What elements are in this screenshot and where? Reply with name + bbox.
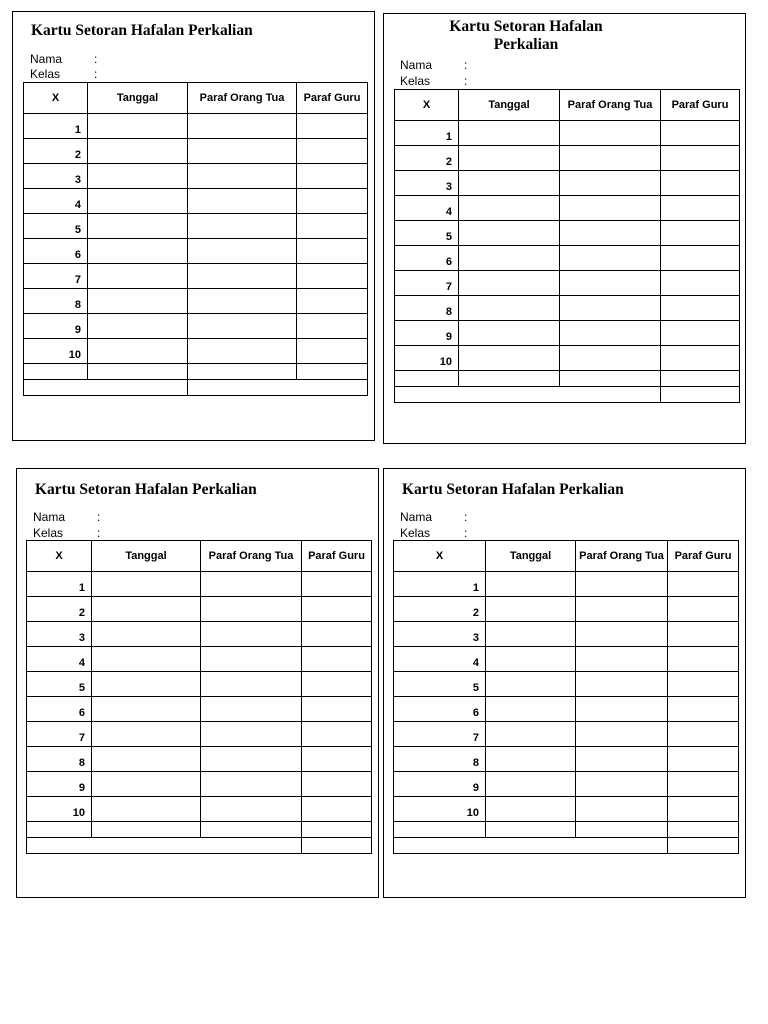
tanggal-cell[interactable] bbox=[92, 647, 201, 672]
row-number: 1 bbox=[394, 572, 486, 597]
row-number: 8 bbox=[394, 747, 486, 772]
tanggal-cell[interactable] bbox=[486, 772, 576, 797]
row-number: 9 bbox=[27, 772, 92, 797]
table-row bbox=[24, 214, 368, 239]
paraf-guru-cell[interactable] bbox=[668, 797, 739, 822]
paraf-orang-tua-cell[interactable] bbox=[576, 697, 668, 722]
paraf-orang-tua-cell[interactable] bbox=[201, 797, 302, 822]
table-row bbox=[27, 797, 372, 822]
tanggal-cell[interactable] bbox=[88, 139, 188, 164]
extra-cell[interactable] bbox=[560, 371, 661, 387]
row-number: 4 bbox=[394, 647, 486, 672]
extra-cell[interactable] bbox=[459, 371, 560, 387]
extra-cell[interactable] bbox=[668, 822, 739, 838]
header-row bbox=[24, 83, 368, 114]
tanggal-cell[interactable] bbox=[459, 296, 560, 321]
extra-row bbox=[24, 364, 368, 380]
tanggal-cell[interactable] bbox=[459, 346, 560, 371]
paraf-orang-tua-cell[interactable] bbox=[201, 572, 302, 597]
tanggal-cell[interactable] bbox=[486, 622, 576, 647]
table-row bbox=[395, 246, 740, 271]
row-number: 2 bbox=[394, 597, 486, 622]
row-number: 1 bbox=[24, 114, 88, 139]
paraf-orang-tua-cell[interactable] bbox=[188, 314, 297, 339]
extra-cell[interactable] bbox=[661, 387, 740, 403]
extra-cell[interactable] bbox=[188, 364, 297, 380]
tanggal-cell[interactable] bbox=[486, 597, 576, 622]
col-header-paraf-orang-tua: Paraf Orang Tua bbox=[201, 541, 302, 572]
kelas-colon: : bbox=[94, 67, 98, 81]
paraf-orang-tua-cell[interactable] bbox=[576, 672, 668, 697]
extra-cell[interactable] bbox=[188, 380, 368, 396]
paraf-guru-cell[interactable] bbox=[661, 196, 740, 221]
tanggal-cell[interactable] bbox=[88, 264, 188, 289]
paraf-guru-cell[interactable] bbox=[302, 672, 372, 697]
paraf-orang-tua-cell[interactable] bbox=[201, 622, 302, 647]
paraf-guru-cell[interactable] bbox=[302, 697, 372, 722]
paraf-guru-cell[interactable] bbox=[297, 139, 368, 164]
table-row bbox=[27, 697, 372, 722]
row-number: 8 bbox=[27, 747, 92, 772]
paraf-orang-tua-cell[interactable] bbox=[576, 622, 668, 647]
paraf-guru-cell[interactable] bbox=[668, 697, 739, 722]
paraf-guru-cell[interactable] bbox=[668, 672, 739, 697]
table-row bbox=[394, 772, 739, 797]
table-row bbox=[27, 722, 372, 747]
table-row bbox=[27, 772, 372, 797]
paraf-guru-cell[interactable] bbox=[302, 722, 372, 747]
row-number: 5 bbox=[27, 672, 92, 697]
table-row bbox=[395, 121, 740, 146]
extra-cell[interactable] bbox=[302, 822, 372, 838]
row-number: 3 bbox=[27, 622, 92, 647]
paraf-guru-cell[interactable] bbox=[297, 189, 368, 214]
paraf-orang-tua-cell[interactable] bbox=[201, 647, 302, 672]
header-row bbox=[395, 90, 740, 121]
col-header-paraf-orang-tua: Paraf Orang Tua bbox=[560, 90, 661, 121]
table-row bbox=[27, 572, 372, 597]
kelas-label: Kelas bbox=[33, 526, 64, 540]
tanggal-cell[interactable] bbox=[92, 797, 201, 822]
col-header-paraf-orang-tua: Paraf Orang Tua bbox=[188, 83, 297, 114]
extra-row bbox=[395, 371, 740, 387]
nama-colon: : bbox=[464, 510, 468, 524]
paraf-orang-tua-cell[interactable] bbox=[188, 339, 297, 364]
paraf-orang-tua-cell[interactable] bbox=[201, 672, 302, 697]
row-number: 4 bbox=[395, 196, 459, 221]
extra-cell[interactable] bbox=[297, 364, 368, 380]
tanggal-cell[interactable] bbox=[486, 647, 576, 672]
row-number: 5 bbox=[24, 214, 88, 239]
extra-cell[interactable] bbox=[27, 822, 92, 838]
tanggal-cell[interactable] bbox=[88, 189, 188, 214]
paraf-guru-cell[interactable] bbox=[668, 722, 739, 747]
extra-row bbox=[24, 380, 368, 396]
paraf-guru-cell[interactable] bbox=[661, 246, 740, 271]
paraf-guru-cell[interactable] bbox=[302, 747, 372, 772]
paraf-orang-tua-cell[interactable] bbox=[576, 747, 668, 772]
paraf-guru-cell[interactable] bbox=[661, 146, 740, 171]
table-row bbox=[394, 647, 739, 672]
col-header-x: X bbox=[24, 83, 88, 114]
tanggal-cell[interactable] bbox=[459, 221, 560, 246]
row-number: 5 bbox=[395, 221, 459, 246]
kelas-field bbox=[400, 526, 468, 540]
row-number: 4 bbox=[27, 647, 92, 672]
col-header-paraf-orang-tua: Paraf Orang Tua bbox=[576, 541, 668, 572]
paraf-orang-tua-cell[interactable] bbox=[188, 164, 297, 189]
nama-field bbox=[400, 510, 468, 524]
kelas-colon: : bbox=[464, 74, 468, 88]
tanggal-cell[interactable] bbox=[88, 214, 188, 239]
paraf-guru-cell[interactable] bbox=[302, 647, 372, 672]
tanggal-cell[interactable] bbox=[92, 622, 201, 647]
extra-row bbox=[394, 838, 739, 854]
tanggal-cell[interactable] bbox=[459, 321, 560, 346]
table-row bbox=[394, 597, 739, 622]
tanggal-cell[interactable] bbox=[92, 697, 201, 722]
table-row bbox=[395, 346, 740, 371]
table-row bbox=[394, 672, 739, 697]
table-row bbox=[394, 697, 739, 722]
paraf-orang-tua-cell[interactable] bbox=[576, 572, 668, 597]
tanggal-cell[interactable] bbox=[92, 772, 201, 797]
nama-colon: : bbox=[94, 52, 98, 66]
col-header-tanggal: Tanggal bbox=[88, 83, 188, 114]
extra-cell[interactable] bbox=[88, 364, 188, 380]
paraf-guru-cell[interactable] bbox=[661, 296, 740, 321]
paraf-guru-cell[interactable] bbox=[302, 622, 372, 647]
paraf-guru-cell[interactable] bbox=[668, 747, 739, 772]
tanggal-cell[interactable] bbox=[486, 697, 576, 722]
col-header-paraf-guru: Paraf Guru bbox=[668, 541, 739, 572]
paraf-orang-tua-cell[interactable] bbox=[560, 346, 661, 371]
table-row bbox=[27, 747, 372, 772]
tanggal-cell[interactable] bbox=[92, 747, 201, 772]
table-row bbox=[24, 139, 368, 164]
row-number: 3 bbox=[24, 164, 88, 189]
col-header-x: X bbox=[394, 541, 486, 572]
extra-row bbox=[27, 822, 372, 838]
row-number: 2 bbox=[395, 146, 459, 171]
paraf-orang-tua-cell[interactable] bbox=[576, 797, 668, 822]
paraf-guru-cell[interactable] bbox=[297, 239, 368, 264]
paraf-orang-tua-cell[interactable] bbox=[201, 722, 302, 747]
paraf-orang-tua-cell[interactable] bbox=[560, 246, 661, 271]
row-number: 4 bbox=[24, 189, 88, 214]
kelas-field bbox=[30, 67, 98, 81]
table-row bbox=[27, 647, 372, 672]
table-row bbox=[395, 146, 740, 171]
paraf-orang-tua-cell[interactable] bbox=[201, 597, 302, 622]
row-number: 7 bbox=[394, 722, 486, 747]
col-header-x: X bbox=[395, 90, 459, 121]
card-title: Kartu Setoran Hafalan Perkalian bbox=[402, 481, 624, 498]
card-title: Kartu Setoran Hafalan Perkalian bbox=[31, 22, 253, 39]
paraf-orang-tua-cell[interactable] bbox=[201, 772, 302, 797]
row-number: 8 bbox=[395, 296, 459, 321]
table-row bbox=[27, 597, 372, 622]
hafalan-table bbox=[393, 540, 739, 854]
paraf-orang-tua-cell[interactable] bbox=[188, 264, 297, 289]
row-number: 10 bbox=[395, 346, 459, 371]
tanggal-cell[interactable] bbox=[459, 196, 560, 221]
nama-colon: : bbox=[464, 58, 468, 72]
tanggal-cell[interactable] bbox=[88, 314, 188, 339]
row-number: 6 bbox=[395, 246, 459, 271]
paraf-orang-tua-cell[interactable] bbox=[560, 271, 661, 296]
row-number: 10 bbox=[394, 797, 486, 822]
tanggal-cell[interactable] bbox=[88, 164, 188, 189]
extra-row bbox=[27, 838, 372, 854]
col-header-tanggal: Tanggal bbox=[92, 541, 201, 572]
paraf-orang-tua-cell[interactable] bbox=[188, 239, 297, 264]
tanggal-cell[interactable] bbox=[92, 672, 201, 697]
card-3 bbox=[16, 468, 379, 898]
extra-cell[interactable] bbox=[201, 822, 302, 838]
paraf-orang-tua-cell[interactable] bbox=[576, 647, 668, 672]
col-header-tanggal: Tanggal bbox=[486, 541, 576, 572]
table-row bbox=[24, 189, 368, 214]
kelas-colon: : bbox=[464, 526, 468, 540]
extra-cell[interactable] bbox=[668, 838, 739, 854]
table-row bbox=[24, 114, 368, 139]
paraf-guru-cell[interactable] bbox=[661, 271, 740, 296]
card-4 bbox=[383, 468, 746, 898]
extra-cell[interactable] bbox=[661, 371, 740, 387]
paraf-guru-cell[interactable] bbox=[297, 289, 368, 314]
row-number: 6 bbox=[27, 697, 92, 722]
tanggal-cell[interactable] bbox=[486, 797, 576, 822]
table-row bbox=[24, 239, 368, 264]
table-row bbox=[394, 722, 739, 747]
paraf-orang-tua-cell[interactable] bbox=[188, 114, 297, 139]
table-row bbox=[24, 314, 368, 339]
col-header-x: X bbox=[27, 541, 92, 572]
row-number: 9 bbox=[395, 321, 459, 346]
paraf-orang-tua-cell[interactable] bbox=[560, 221, 661, 246]
paraf-guru-cell[interactable] bbox=[302, 772, 372, 797]
extra-merged-cell[interactable] bbox=[395, 387, 661, 403]
header-row bbox=[27, 541, 372, 572]
tanggal-cell[interactable] bbox=[486, 747, 576, 772]
extra-row bbox=[394, 822, 739, 838]
nama-field bbox=[400, 58, 468, 72]
paraf-orang-tua-cell[interactable] bbox=[560, 146, 661, 171]
card-title-line1: Kartu Setoran Hafalan bbox=[449, 18, 603, 35]
table-row bbox=[394, 797, 739, 822]
hafalan-table bbox=[23, 82, 368, 396]
extra-cell[interactable] bbox=[302, 838, 372, 854]
row-number: 6 bbox=[394, 697, 486, 722]
paraf-guru-cell[interactable] bbox=[297, 214, 368, 239]
tanggal-cell[interactable] bbox=[486, 572, 576, 597]
row-number: 1 bbox=[395, 121, 459, 146]
paraf-guru-cell[interactable] bbox=[668, 772, 739, 797]
tanggal-cell[interactable] bbox=[459, 246, 560, 271]
paraf-guru-cell[interactable] bbox=[668, 622, 739, 647]
paraf-orang-tua-cell[interactable] bbox=[188, 189, 297, 214]
paraf-orang-tua-cell[interactable] bbox=[576, 772, 668, 797]
row-number: 10 bbox=[24, 339, 88, 364]
row-number: 8 bbox=[24, 289, 88, 314]
col-header-paraf-guru: Paraf Guru bbox=[661, 90, 740, 121]
tanggal-cell[interactable] bbox=[486, 722, 576, 747]
row-number: 6 bbox=[24, 239, 88, 264]
extra-cell[interactable] bbox=[92, 822, 201, 838]
paraf-guru-cell[interactable] bbox=[668, 597, 739, 622]
row-number: 9 bbox=[24, 314, 88, 339]
row-number: 3 bbox=[395, 171, 459, 196]
tanggal-cell[interactable] bbox=[459, 121, 560, 146]
table-row bbox=[395, 221, 740, 246]
paraf-guru-cell[interactable] bbox=[297, 264, 368, 289]
table-row bbox=[395, 296, 740, 321]
card-title: Kartu Setoran Hafalan Perkalian bbox=[35, 481, 257, 498]
paraf-orang-tua-cell[interactable] bbox=[560, 171, 661, 196]
row-number: 7 bbox=[27, 722, 92, 747]
table-row bbox=[395, 171, 740, 196]
col-header-paraf-guru: Paraf Guru bbox=[302, 541, 372, 572]
nama-field bbox=[30, 52, 98, 66]
paraf-guru-cell[interactable] bbox=[302, 572, 372, 597]
row-number: 2 bbox=[27, 597, 92, 622]
tanggal-cell[interactable] bbox=[88, 114, 188, 139]
paraf-guru-cell[interactable] bbox=[297, 114, 368, 139]
tanggal-cell[interactable] bbox=[459, 171, 560, 196]
tanggal-cell[interactable] bbox=[88, 289, 188, 314]
col-header-tanggal: Tanggal bbox=[459, 90, 560, 121]
tanggal-cell[interactable] bbox=[88, 339, 188, 364]
extra-merged-cell[interactable] bbox=[24, 380, 188, 396]
extra-cell[interactable] bbox=[394, 822, 486, 838]
paraf-orang-tua-cell[interactable] bbox=[560, 321, 661, 346]
nama-field bbox=[33, 510, 101, 524]
row-number: 1 bbox=[27, 572, 92, 597]
paraf-orang-tua-cell[interactable] bbox=[188, 139, 297, 164]
tanggal-cell[interactable] bbox=[92, 722, 201, 747]
tanggal-cell[interactable] bbox=[459, 146, 560, 171]
paraf-guru-cell[interactable] bbox=[661, 321, 740, 346]
header-row bbox=[394, 541, 739, 572]
hafalan-table bbox=[394, 89, 740, 403]
tanggal-cell[interactable] bbox=[92, 572, 201, 597]
table-row bbox=[24, 289, 368, 314]
table-row bbox=[394, 622, 739, 647]
paraf-orang-tua-cell[interactable] bbox=[201, 747, 302, 772]
paraf-orang-tua-cell[interactable] bbox=[576, 597, 668, 622]
extra-cell[interactable] bbox=[576, 822, 668, 838]
table-row bbox=[24, 164, 368, 189]
card-title bbox=[384, 18, 668, 54]
nama-label: Nama bbox=[30, 52, 63, 66]
row-number: 5 bbox=[394, 672, 486, 697]
extra-row bbox=[395, 387, 740, 403]
table-row bbox=[394, 572, 739, 597]
tanggal-cell[interactable] bbox=[459, 271, 560, 296]
table-row bbox=[395, 271, 740, 296]
row-number: 2 bbox=[24, 139, 88, 164]
kelas-label: Kelas bbox=[30, 67, 61, 81]
paraf-guru-cell[interactable] bbox=[297, 314, 368, 339]
paraf-guru-cell[interactable] bbox=[661, 121, 740, 146]
row-number: 3 bbox=[394, 622, 486, 647]
kelas-colon: : bbox=[97, 526, 101, 540]
table-row bbox=[24, 264, 368, 289]
paraf-guru-cell[interactable] bbox=[661, 346, 740, 371]
paraf-orang-tua-cell[interactable] bbox=[188, 289, 297, 314]
extra-cell[interactable] bbox=[24, 364, 88, 380]
table-row bbox=[27, 672, 372, 697]
extra-merged-cell[interactable] bbox=[394, 838, 668, 854]
table-row bbox=[27, 622, 372, 647]
paraf-guru-cell[interactable] bbox=[302, 797, 372, 822]
paraf-orang-tua-cell[interactable] bbox=[188, 214, 297, 239]
paraf-guru-cell[interactable] bbox=[661, 171, 740, 196]
row-number: 9 bbox=[394, 772, 486, 797]
nama-label: Nama bbox=[33, 510, 66, 524]
paraf-guru-cell[interactable] bbox=[297, 339, 368, 364]
paraf-orang-tua-cell[interactable] bbox=[560, 121, 661, 146]
tanggal-cell[interactable] bbox=[486, 672, 576, 697]
nama-colon: : bbox=[97, 510, 101, 524]
extra-cell[interactable] bbox=[395, 371, 459, 387]
paraf-guru-cell[interactable] bbox=[661, 221, 740, 246]
kelas-field bbox=[400, 74, 468, 88]
tanggal-cell[interactable] bbox=[88, 239, 188, 264]
col-header-paraf-guru: Paraf Guru bbox=[297, 83, 368, 114]
paraf-guru-cell[interactable] bbox=[302, 597, 372, 622]
card-2 bbox=[383, 13, 746, 444]
nama-label: Nama bbox=[400, 58, 433, 72]
paraf-guru-cell[interactable] bbox=[668, 572, 739, 597]
paraf-orang-tua-cell[interactable] bbox=[560, 296, 661, 321]
card-title-line2: Perkalian bbox=[493, 36, 559, 53]
nama-label: Nama bbox=[400, 510, 433, 524]
table-row bbox=[24, 339, 368, 364]
paraf-orang-tua-cell[interactable] bbox=[560, 196, 661, 221]
table-row bbox=[395, 196, 740, 221]
kelas-label: Kelas bbox=[400, 526, 431, 540]
extra-cell[interactable] bbox=[486, 822, 576, 838]
paraf-guru-cell[interactable] bbox=[668, 647, 739, 672]
paraf-guru-cell[interactable] bbox=[297, 164, 368, 189]
kelas-field bbox=[33, 526, 101, 540]
card-1 bbox=[12, 11, 375, 441]
extra-merged-cell[interactable] bbox=[27, 838, 302, 854]
row-number: 7 bbox=[24, 264, 88, 289]
hafalan-table bbox=[26, 540, 372, 854]
row-number: 10 bbox=[27, 797, 92, 822]
table-row bbox=[395, 321, 740, 346]
row-number: 7 bbox=[395, 271, 459, 296]
paraf-orang-tua-cell[interactable] bbox=[576, 722, 668, 747]
tanggal-cell[interactable] bbox=[92, 597, 201, 622]
kelas-label: Kelas bbox=[400, 74, 431, 88]
table-row bbox=[394, 747, 739, 772]
paraf-orang-tua-cell[interactable] bbox=[201, 697, 302, 722]
